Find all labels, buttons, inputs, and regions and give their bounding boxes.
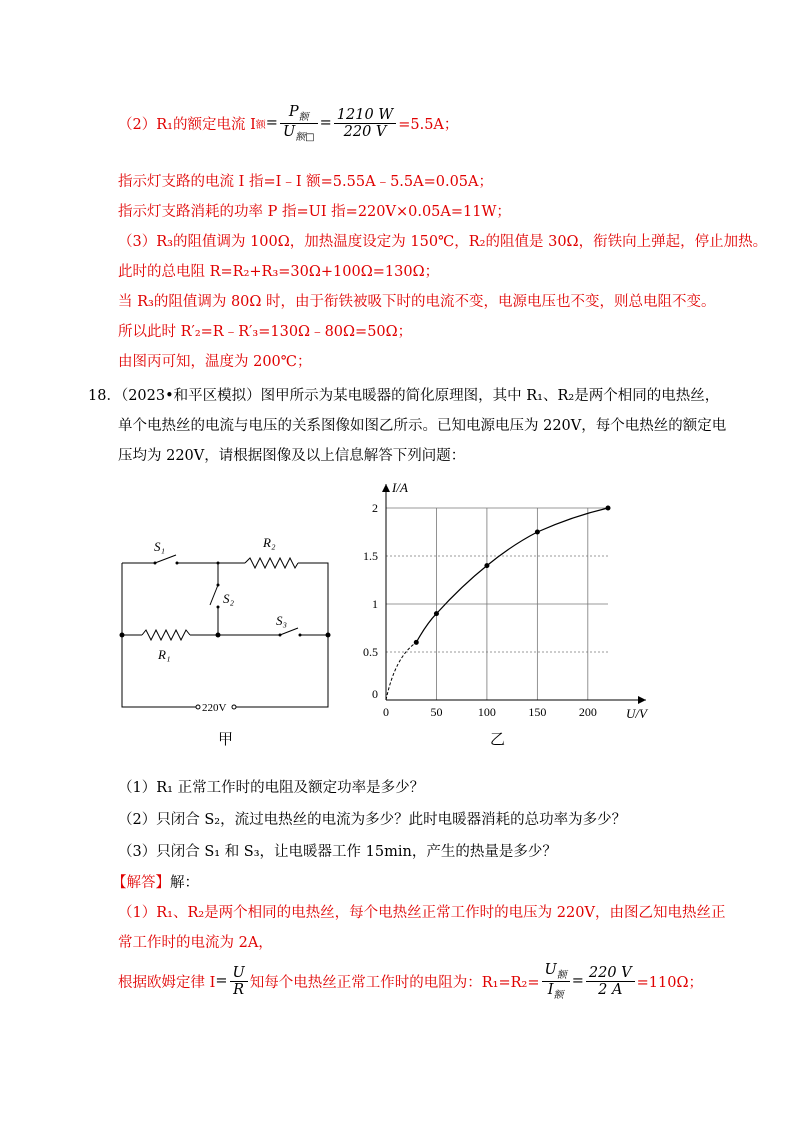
source-label: 220V xyxy=(202,702,227,714)
x-tick-label-3: 150 xyxy=(528,705,547,719)
g-denominator-sub: 额 xyxy=(553,989,564,1001)
h-denominator: 2 A xyxy=(598,981,623,998)
sub-question-1: （1）R₁ 正常工作时的电阻及额定功率是多少？ xyxy=(118,780,425,796)
answer-heading xyxy=(112,873,199,893)
solution-line-6: 所以此时 R′₂=R﹣R′₃=130Ω﹣80Ω=50Ω； xyxy=(118,324,413,340)
frac-numerator-sub: 额 xyxy=(298,111,309,123)
circuit-diagram xyxy=(110,525,340,720)
frac-numerator: P xyxy=(288,104,299,120)
ohm-equals-2: = xyxy=(571,973,584,990)
answer-tag: 【解答】 xyxy=(112,875,170,891)
data-point-4 xyxy=(606,506,611,511)
g-denominator: I xyxy=(547,981,554,998)
eq-result: =5.5A； xyxy=(398,116,459,133)
s2-switch xyxy=(210,585,218,605)
solution-line-7: 由图丙可知，温度为 200℃； xyxy=(118,354,312,370)
junction-left xyxy=(120,633,125,638)
data-point-3 xyxy=(535,530,540,535)
data-point-0 xyxy=(414,640,419,645)
ohm-result: =110Ω； xyxy=(636,974,704,991)
iu-chart xyxy=(350,470,650,720)
curve-line xyxy=(416,508,608,642)
fraction-220-over-2 xyxy=(586,965,635,998)
x-tick-label-0: 0 xyxy=(383,705,389,719)
fraction-u-over-r xyxy=(230,965,248,998)
frac2-numerator: 1210 W xyxy=(334,107,396,124)
question-line-3: 压均为 220V，请根据图像及以上信息解答下列问题： xyxy=(118,448,466,464)
s2-label: S₂ xyxy=(223,591,235,606)
junction-middle xyxy=(216,633,221,638)
g-numerator-sub: 额 xyxy=(556,969,567,981)
u-numerator: U xyxy=(230,965,248,982)
ohm-equals: = xyxy=(215,973,228,990)
answer-line-1: （1）R₁、R₂是两个相同的电热丝，每个电热丝正常工作时的电压为 220V，由图乙知电热丝正 xyxy=(118,905,726,921)
y-axis-label: I/A xyxy=(392,480,408,495)
equals-sign-2: = xyxy=(319,115,332,132)
ohm-prefix: 根据欧姆定律 I xyxy=(118,974,216,991)
rated-current-equation xyxy=(118,104,458,143)
equals-sign: = xyxy=(265,115,278,132)
fraction-values xyxy=(334,107,396,140)
junction-top xyxy=(217,562,220,565)
question-line-2: 单个电热丝的电流与电压的关系图像如图乙所示。已知电源电压为 220V，每个电热丝的额定电 xyxy=(118,418,727,434)
x-axis-label: U/V xyxy=(626,706,647,720)
frac-denominator-sub: 额□ xyxy=(295,131,315,143)
curve-dashed-segment xyxy=(386,642,416,700)
s1-label: S₁ xyxy=(154,539,166,554)
y-axis-arrow xyxy=(382,484,390,492)
ohm-middle-text: 知每个电热丝正常工作时的电阻为：R₁=R₂= xyxy=(249,974,540,991)
question-line-1: 18．（2023•和平区模拟）图甲所示为某电暖器的简化原理图，其中 R₁、R₂是两个相同的电热丝， xyxy=(88,388,720,404)
solution-line-5: 当 R₃的阻值调为 80Ω 时，由于衔铁被吸下时的电流不变，电源电压也不变，则总电阻不变。 xyxy=(118,294,716,310)
r2-resistor xyxy=(245,558,298,568)
frac2-denominator: 220 V xyxy=(343,123,387,140)
x-tick-label-1: 50 xyxy=(430,705,443,719)
eq-prefix-sub: 额 xyxy=(255,119,266,131)
ohm-law-equation xyxy=(118,962,703,1001)
s1-switch xyxy=(155,555,176,563)
eq-prefix: （2）R₁的额定电流 I xyxy=(118,116,256,133)
answer-line-2: 常工作时的电流为 2A， xyxy=(118,935,273,951)
chart-caption: 乙 xyxy=(490,730,506,748)
y-tick-label-3: 2 xyxy=(372,501,378,515)
g-numerator: U xyxy=(544,962,557,978)
fraction-u-over-i xyxy=(542,962,570,1001)
y-tick-label-0: 0.5 xyxy=(363,645,378,659)
sub-question-2: （2）只闭合 S₂，流过电热丝的电流为多少？此时电暖器消耗的总功率为多少？ xyxy=(118,812,627,828)
solution-line-4: 此时的总电阻 R=R₂+R₃=30Ω+100Ω=130Ω； xyxy=(118,264,440,280)
x-tick-label-4: 200 xyxy=(578,705,597,719)
junction-right xyxy=(326,633,331,638)
circuit-caption: 甲 xyxy=(218,730,234,748)
fraction-p-over-u xyxy=(280,104,318,143)
y-tick-label-1: 1 xyxy=(372,597,378,611)
data-point-2 xyxy=(484,563,489,568)
solution-line-3: （3）R₃的阻值调为 100Ω，加热温度设定为 150℃，R₂的阻值是 30Ω，衔铁向上弹起，停止加热。 xyxy=(118,234,768,250)
s3-label: S₃ xyxy=(276,613,288,628)
s3-switch xyxy=(280,628,298,635)
r1-resistor xyxy=(142,630,190,640)
answer-tail: 解： xyxy=(170,875,199,891)
h-numerator: 220 V xyxy=(586,965,635,982)
r-denominator: R xyxy=(233,981,245,998)
y-tick-label-2: 1.5 xyxy=(363,549,378,563)
r1-label: R₁ xyxy=(158,647,171,662)
data-point-1 xyxy=(434,611,439,616)
origin-label: 0 xyxy=(372,687,378,701)
x-axis-arrow xyxy=(638,696,646,704)
r2-label: R₂ xyxy=(263,535,276,550)
frac-denominator: U xyxy=(282,123,296,140)
solution-line-1: 指示灯支路的电流 I 指=I﹣I 额=5.55A﹣5.5A=0.05A； xyxy=(118,174,494,190)
solution-line-2: 指示灯支路消耗的功率 P 指=UI 指=220V×0.05A=11W； xyxy=(118,204,511,220)
sub-question-3: （3）只闭合 S₁ 和 S₃，让电暖器工作 15min，产生的热量是多少？ xyxy=(118,844,557,860)
x-tick-label-2: 100 xyxy=(477,705,496,719)
